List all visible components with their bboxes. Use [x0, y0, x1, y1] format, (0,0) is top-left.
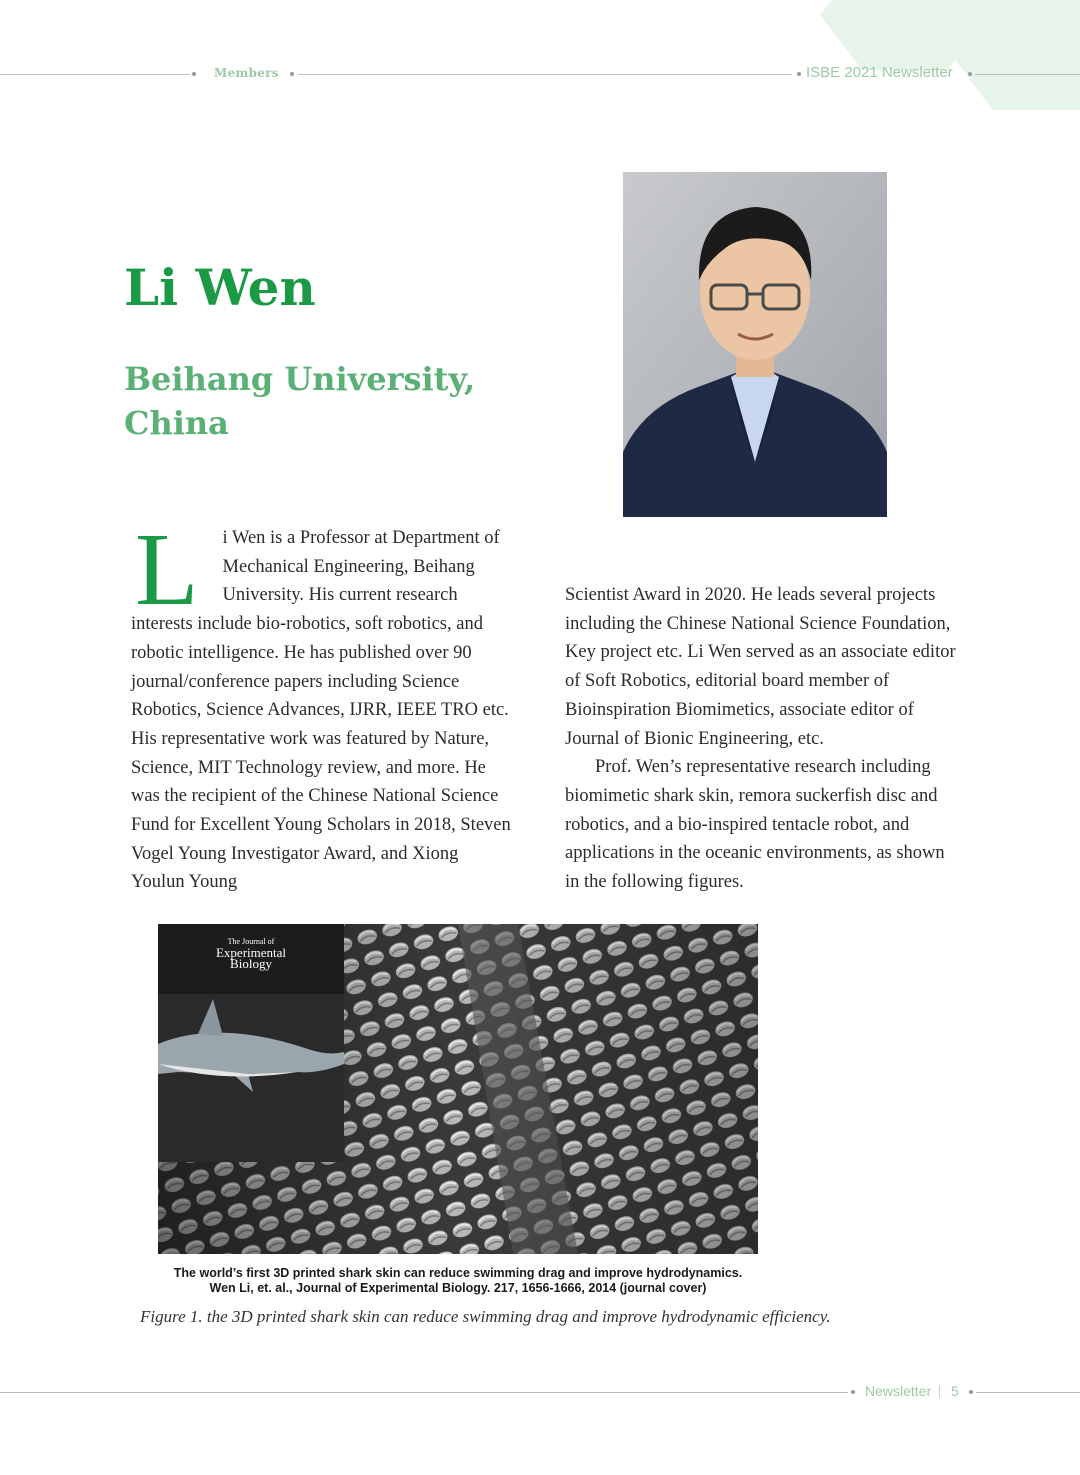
footer-rule-right	[976, 1392, 1080, 1393]
bio-paragraph-2: Prof. Wen’s representative research including biomimetic shark skin, remora suckerfish disc and robotics, and a bio-inspired tentacle robot, and applications in the oceanic environments, as shown in the following figures.	[565, 757, 945, 893]
footer-dot	[969, 1390, 973, 1394]
footer-rule-left	[0, 1392, 848, 1393]
cover-title-small: The Journal of	[227, 937, 275, 946]
header-dot	[290, 72, 294, 76]
header-dot	[968, 72, 972, 76]
bio-paragraph-1-cont: Scientist Award in 2020. He leads several projects including the Chinese National Science Foundation, Key project etc. Li Wen served as an associate editor of Soft Robotics, editorial board member of Bioinspiration Biomimetics, associate editor of Journal of Bionic Engineering, etc.	[565, 585, 956, 749]
portrait-photo	[623, 172, 887, 517]
member-affiliation: Beihang University, China	[124, 360, 476, 442]
bio-paragraph-1: i Wen is a Professor at Department of Mechanical Engineering, Beihang University. His current research interests include bio-robotics, soft robotics, and robotic intelligence. He has published over 90 journal/conference papers including Science Robotics, Science Advances, IJRR, IEEE TRO etc. His representative work was featured by Nature, Science, MIT Technology review, and more. He was the recipient of the Chinese National Science Fund for Excellent Young Scholars in 2018, Steven Vogel Young Investigator Award, and Xiong Youlun Young	[131, 528, 511, 893]
page-number: 5	[951, 1383, 959, 1399]
header-dot	[797, 72, 801, 76]
figure-caption-bold-2: Wen Li, et. al., Journal of Experimental Biology. 217, 1656-1666, 2014 (journal cover)	[209, 1281, 707, 1295]
section-label: Members	[214, 66, 279, 80]
header-rule-mid	[298, 74, 792, 75]
journal-cover	[158, 924, 344, 1162]
cover-title-line1: Experimental	[215, 945, 287, 960]
figure-caption-bold-1: The world’s first 3D printed shark skin can reduce swimming drag and improve hydrodynamics.	[173, 1266, 743, 1280]
header-rule-right	[975, 74, 1080, 75]
header-rule-left	[0, 74, 190, 75]
header-dot	[192, 72, 196, 76]
cover-title-line2: Biology	[230, 956, 272, 971]
footer-separator	[939, 1385, 940, 1398]
footer-dot	[851, 1390, 855, 1394]
member-name: Li Wen	[124, 258, 316, 317]
drop-cap: L	[135, 512, 199, 627]
figure-caption: Figure 1. the 3D printed shark skin can reduce swimming drag and improve hydrodynamic efficiency.	[140, 1307, 831, 1326]
shark-skin-figure	[158, 924, 758, 1254]
newsletter-title: ISBE 2021 Newsletter	[806, 64, 953, 81]
cover-title	[158, 936, 344, 969]
bio-column-right	[565, 581, 960, 897]
bio-column-left	[131, 512, 511, 897]
footer-label: Newsletter	[865, 1383, 932, 1399]
